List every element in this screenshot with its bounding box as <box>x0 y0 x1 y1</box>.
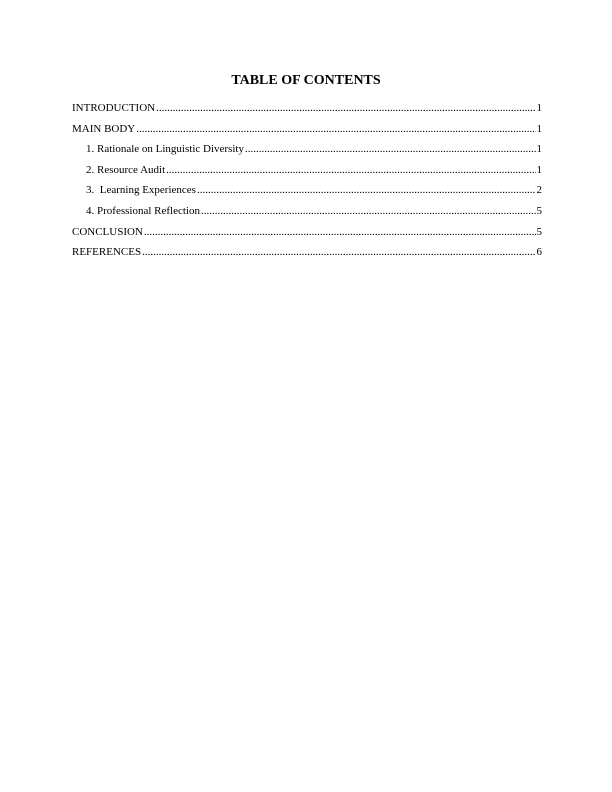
toc-entry-resource-audit[interactable] <box>72 163 542 184</box>
toc-entry-page-number: 5 <box>536 225 542 238</box>
toc-entry-page-number: 1 <box>536 122 542 135</box>
toc-dot-leader <box>166 163 535 177</box>
toc-dot-leader <box>142 245 535 259</box>
toc-entry-main-body[interactable] <box>72 122 542 143</box>
toc-entry-label: CONCLUSION <box>72 225 143 238</box>
toc-entry-references[interactable] <box>72 245 542 266</box>
toc-entry-learning-experiences[interactable] <box>72 183 542 204</box>
toc-entry-page-number: 1 <box>536 143 542 156</box>
toc-entry-page-number: 1 <box>536 102 542 114</box>
toc-entry-page-number: 5 <box>536 204 542 217</box>
toc-entry-label: 1. Rationale on Linguistic Diversity <box>86 143 244 156</box>
toc-entry-introduction[interactable] <box>72 101 542 122</box>
toc-entry-label: REFERENCES <box>72 246 142 259</box>
toc-entry-page-number: 6 <box>536 246 542 259</box>
toc-entry-page-number: 2 <box>536 184 542 197</box>
toc-dot-leader <box>144 225 536 239</box>
toc-entry-page-number: 1 <box>536 163 542 176</box>
toc-entry-label: INTRODUCTION <box>72 102 156 114</box>
toc-entry-label: MAIN BODY <box>72 122 136 135</box>
toc-list <box>72 101 542 266</box>
toc-entry-label: 2. Resource Audit <box>86 163 166 176</box>
toc-entry-professional-reflection[interactable] <box>72 204 542 225</box>
toc-entry-rationale[interactable] <box>72 142 542 163</box>
toc-title: TABLE OF CONTENTS <box>231 73 381 88</box>
toc-dot-leader <box>197 183 536 197</box>
toc-entry-conclusion[interactable] <box>72 225 542 246</box>
toc-dot-leader <box>156 101 535 115</box>
toc-entry-label: 3. Learning Experiences <box>86 184 196 197</box>
toc-dot-leader <box>136 122 535 136</box>
toc-dot-leader <box>245 142 536 156</box>
toc-entry-label: 4. Professional Reflection <box>86 204 200 217</box>
toc-dot-leader <box>201 204 536 218</box>
